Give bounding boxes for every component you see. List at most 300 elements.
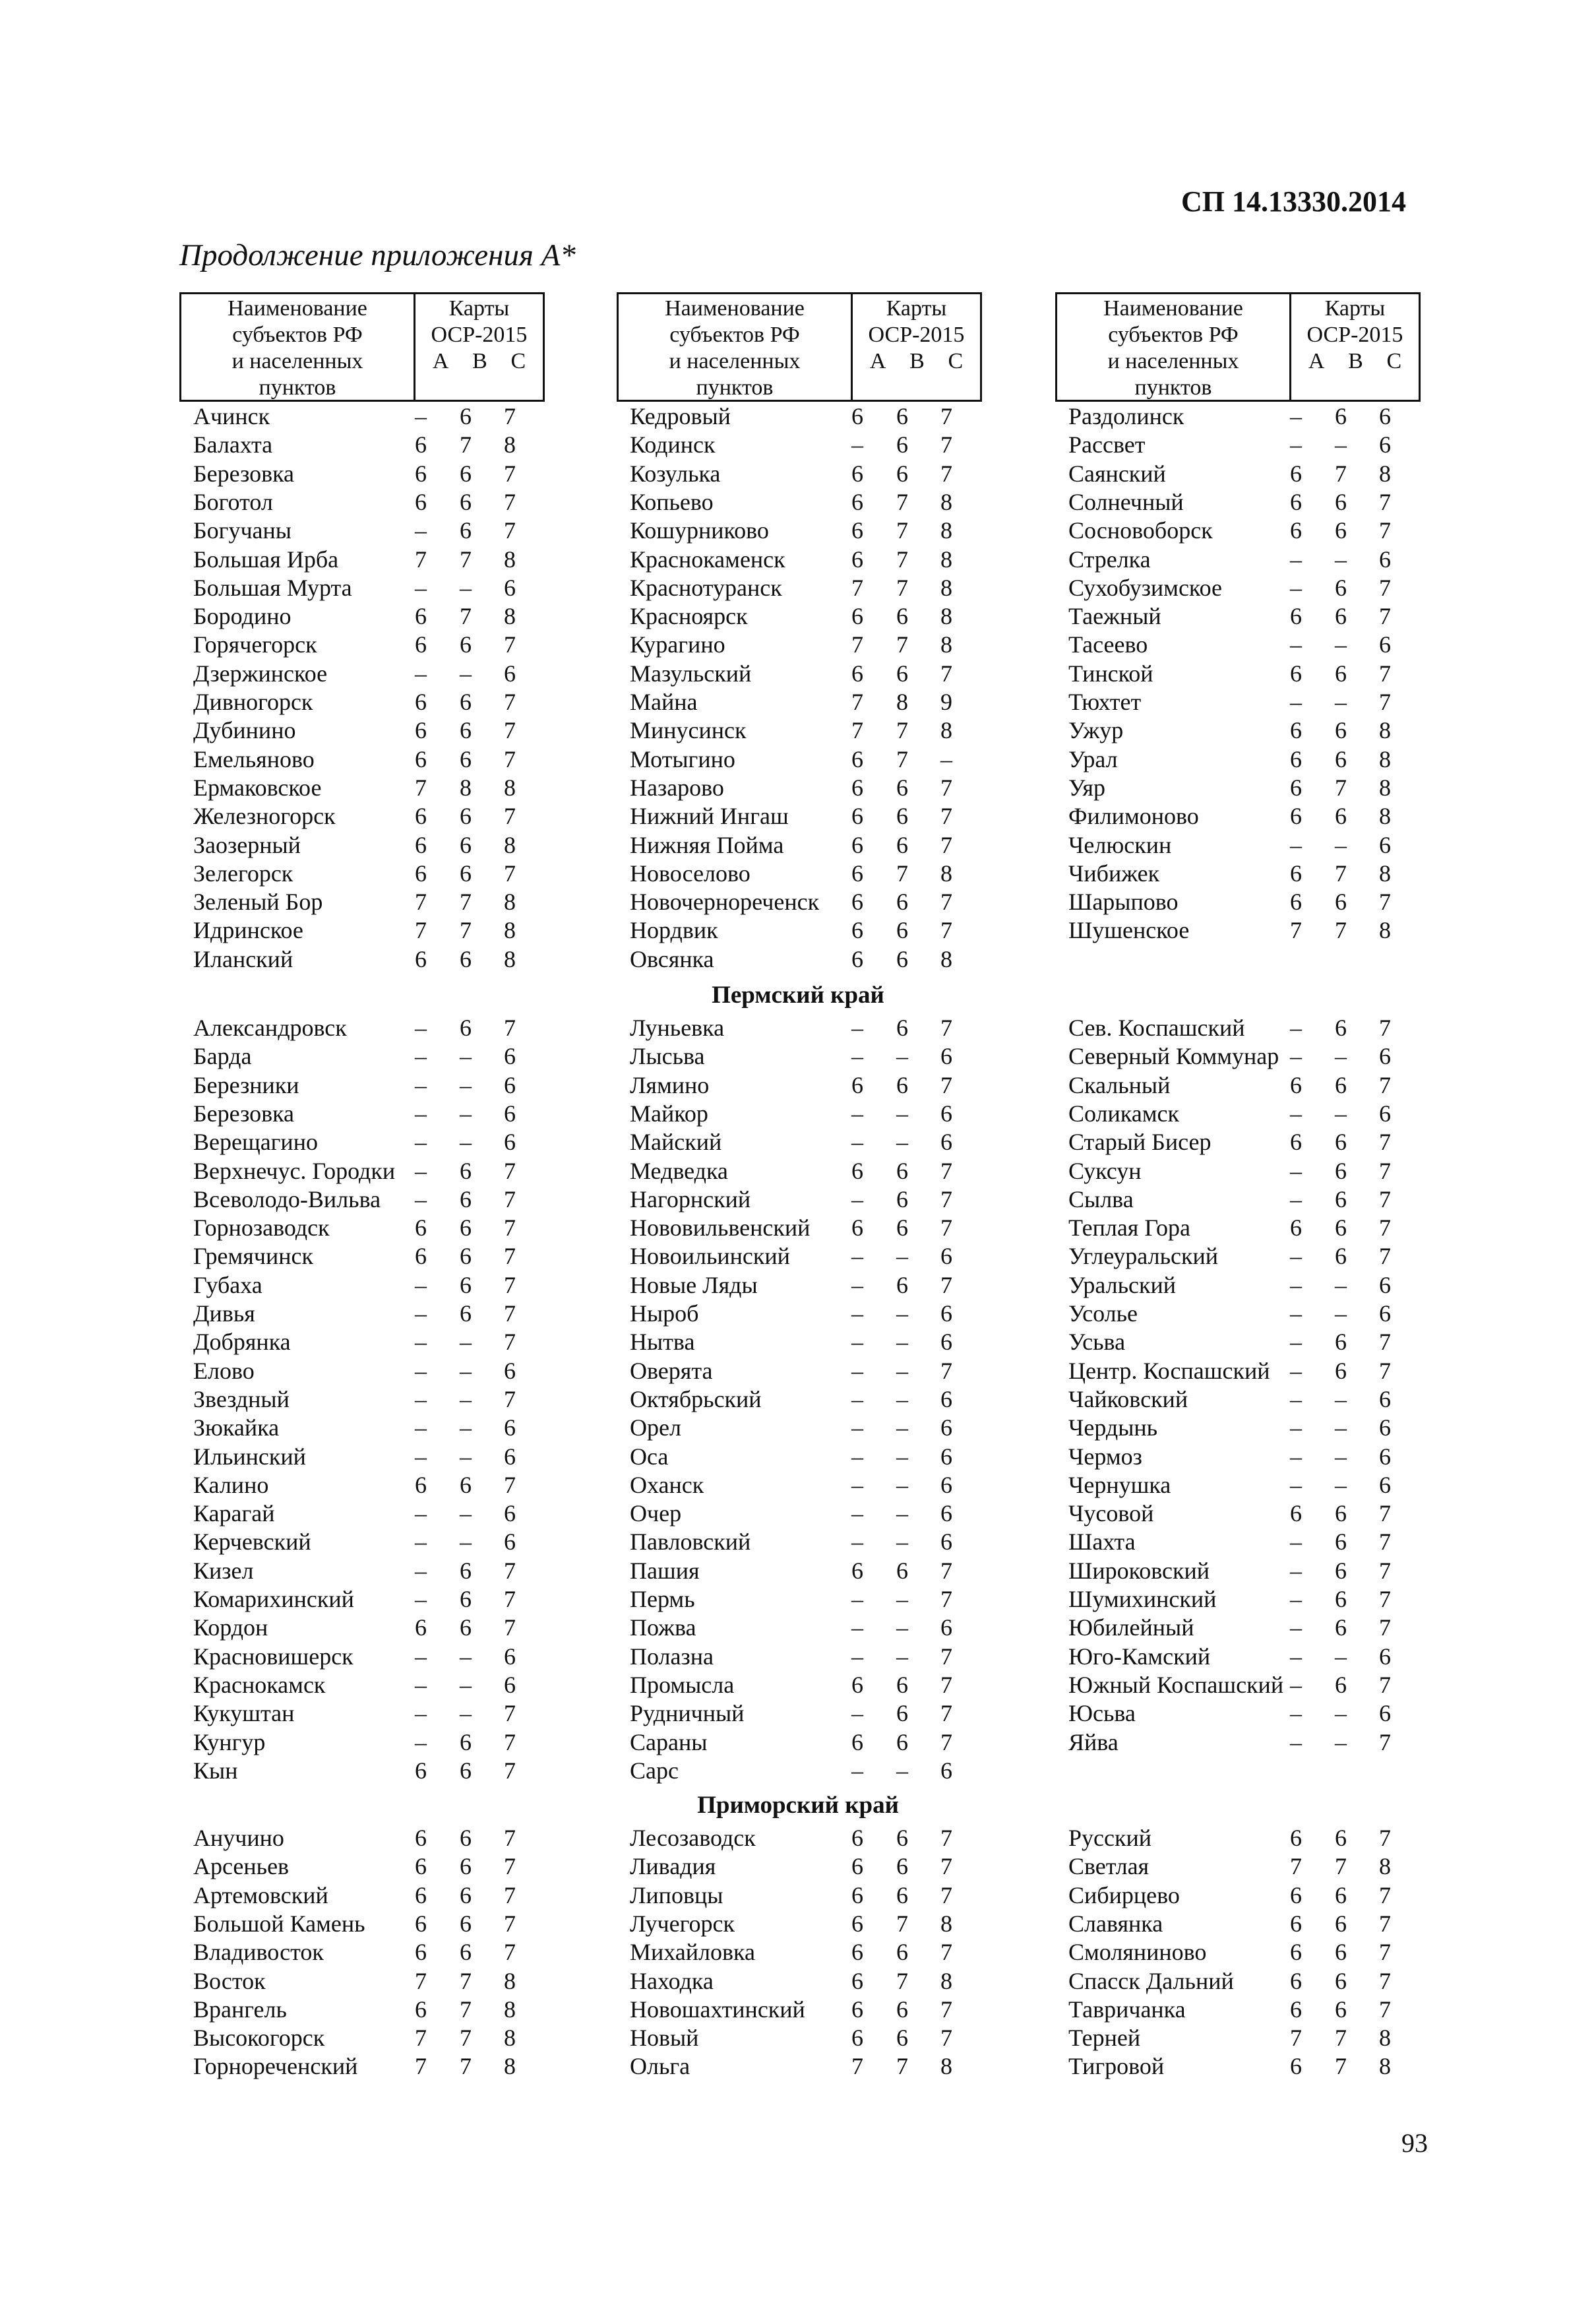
map-a-value: 6	[851, 831, 863, 858]
map-c-value: 8	[1379, 460, 1391, 487]
settlement-name: Челюскин	[1068, 831, 1172, 858]
table-header	[179, 292, 545, 402]
map-b-value: 6	[460, 460, 472, 487]
map-a-value: –	[851, 1271, 863, 1298]
map-c-value: 7	[504, 1910, 516, 1937]
table-header	[1055, 292, 1421, 402]
map-a-value: 6	[415, 1214, 427, 1242]
map-c-value: 7	[504, 1939, 516, 1966]
settlement-name: Идринское	[193, 917, 303, 944]
map-c-value: 7	[940, 803, 952, 830]
map-a-value: 6	[415, 745, 427, 772]
map-a-value: 7	[415, 917, 427, 944]
map-c-value: 7	[504, 1271, 516, 1298]
map-c-value: 8	[504, 831, 516, 858]
map-a-value: 6	[1290, 889, 1302, 916]
map-c-value: 7	[504, 860, 516, 887]
map-b-value: 6	[896, 1271, 908, 1298]
map-c-value: 7	[504, 460, 516, 487]
map-a-value: –	[1290, 1471, 1302, 1498]
map-c-value: 6	[1379, 1700, 1391, 1727]
map-b-value: 6	[460, 1757, 472, 1784]
map-a-value: –	[415, 1671, 427, 1698]
settlement-name: Кошурниково	[630, 517, 769, 544]
settlement-name: Калино	[193, 1471, 269, 1498]
settlement-name: Лучегорск	[630, 1910, 735, 1937]
map-b-value: –	[1335, 1643, 1347, 1670]
map-a-value: –	[1290, 1557, 1302, 1584]
map-a-value: 7	[415, 2025, 427, 2052]
map-c-value: 6	[940, 1443, 952, 1470]
map-a-value: 6	[851, 1071, 863, 1098]
map-c-value: 7	[940, 831, 952, 858]
map-c-value: 7	[940, 460, 952, 487]
map-c-value: 7	[1379, 1129, 1391, 1156]
map-c-value: 7	[1379, 1671, 1391, 1698]
map-a-value: –	[415, 1329, 427, 1356]
map-a-value: –	[1290, 574, 1302, 601]
map-b-value: –	[1335, 831, 1347, 858]
map-c-value: 7	[504, 1557, 516, 1584]
map-a-value: –	[1290, 1043, 1302, 1070]
settlement-name: Сев. Коспашский	[1068, 1015, 1245, 1041]
map-a-value: 6	[851, 603, 863, 630]
map-b-value: 6	[896, 431, 908, 458]
settlement-name: Рассвет	[1068, 431, 1146, 458]
settlement-name: Врангель	[193, 1996, 287, 2023]
settlement-name: Губаха	[193, 1271, 262, 1298]
map-c-value: 6	[504, 1528, 516, 1556]
map-b-value: –	[1335, 431, 1347, 458]
map-b-value: 6	[1335, 1881, 1347, 1908]
map-b-value: 7	[1335, 460, 1347, 487]
map-a-value: –	[851, 1586, 863, 1612]
settlement-name: Тигровой	[1068, 2053, 1165, 2080]
map-b-value: –	[896, 1329, 908, 1356]
map-c-value: 7	[1379, 1728, 1391, 1755]
map-c-value: 7	[1379, 1996, 1391, 2023]
map-b-value: 7	[896, 488, 908, 515]
map-c-value: 6	[504, 1443, 516, 1470]
settlement-name: Ачинск	[193, 403, 270, 429]
map-a-value: 6	[1290, 1129, 1302, 1156]
settlement-name: Русский	[1068, 1825, 1151, 1851]
map-b-value: 6	[1335, 1243, 1347, 1270]
map-a-value: 6	[851, 1853, 863, 1880]
settlement-name: Березовка	[193, 1100, 294, 1127]
map-b-value: 6	[896, 1881, 908, 1908]
map-a-value: 6	[851, 745, 863, 772]
map-a-value: –	[851, 1643, 863, 1670]
map-c-value: 7	[940, 660, 952, 687]
settlement-name: Мазульский	[630, 660, 752, 687]
map-a-value: 6	[851, 1214, 863, 1242]
settlement-name: Курагино	[630, 631, 725, 658]
map-b-value: 6	[1335, 1357, 1347, 1384]
map-a-value: 6	[851, 2025, 863, 2052]
map-a-value: –	[1290, 1015, 1302, 1041]
map-c-value: 8	[940, 2053, 952, 2080]
map-b-value: 6	[460, 1614, 472, 1641]
map-b-value: 7	[460, 546, 472, 573]
map-b-value: 7	[1335, 2053, 1347, 2080]
map-c-value: 6	[940, 1528, 952, 1556]
map-b-value: –	[896, 1500, 908, 1527]
settlement-name: Ермаковское	[193, 774, 322, 801]
settlement-name: Дивногорск	[193, 689, 313, 715]
map-c-value: 6	[504, 1071, 516, 1098]
settlement-name: Новоильинский	[630, 1243, 790, 1270]
map-c-value: 8	[504, 431, 516, 458]
settlement-name: Зюкайка	[193, 1414, 280, 1441]
map-a-value: 7	[415, 546, 427, 573]
map-c-value: 8	[940, 717, 952, 744]
map-c-value: 6	[1379, 1443, 1391, 1470]
settlement-name: Майна	[630, 689, 698, 715]
settlement-name: Соликамск	[1068, 1100, 1179, 1127]
map-c-value: 6	[940, 1614, 952, 1641]
map-b-value: 6	[896, 831, 908, 858]
map-c-value: 6	[1379, 1643, 1391, 1670]
map-c-value: 7	[504, 1700, 516, 1727]
map-a-value: 6	[1290, 717, 1302, 744]
map-b-value: –	[1335, 1385, 1347, 1412]
map-b-value: 6	[1335, 603, 1347, 630]
map-column-header: Карты ОСР-2015 A B C	[431, 296, 528, 373]
map-b-value: 6	[1335, 660, 1347, 687]
map-a-value: –	[851, 1528, 863, 1556]
settlement-name: Ильинский	[193, 1443, 306, 1470]
map-b-value: 6	[460, 689, 472, 715]
map-c-value: 8	[940, 517, 952, 544]
map-b-value: 7	[1335, 860, 1347, 887]
settlement-name: Дивья	[193, 1300, 255, 1327]
settlement-name: Восток	[193, 1967, 266, 1994]
map-c-value: 7	[940, 1643, 952, 1670]
settlement-name: Назарово	[630, 774, 724, 801]
map-b-value: –	[460, 1329, 472, 1356]
map-b-value: 7	[1335, 917, 1347, 944]
settlement-name: Березовка	[193, 460, 294, 487]
settlement-name: Емельяново	[193, 745, 315, 772]
settlement-name: Светлая	[1068, 1853, 1150, 1880]
settlement-name: Чусовой	[1068, 1500, 1154, 1527]
map-a-value: 6	[415, 1825, 427, 1851]
settlement-name: Нагорнский	[630, 1185, 751, 1212]
map-b-value: 6	[460, 945, 472, 972]
settlement-name: Дзержинское	[193, 660, 328, 687]
map-c-value: 7	[504, 745, 516, 772]
map-a-value: –	[415, 1157, 427, 1184]
map-a-value: 7	[415, 889, 427, 916]
settlement-name: Чайковский	[1068, 1385, 1188, 1412]
map-a-value: –	[1290, 1243, 1302, 1270]
settlement-name: Нытва	[630, 1329, 695, 1356]
map-a-value: 6	[1290, 488, 1302, 515]
settlement-name: Нововильвенский	[630, 1214, 811, 1242]
map-c-value: 7	[1379, 1500, 1391, 1527]
map-a-value: –	[1290, 1586, 1302, 1612]
map-a-value: 6	[1290, 860, 1302, 887]
map-b-value: 6	[460, 1881, 472, 1908]
map-a-value: 7	[851, 717, 863, 744]
map-c-value: 7	[940, 1728, 952, 1755]
map-c-value: 6	[1379, 1100, 1391, 1127]
map-c-value: 7	[504, 803, 516, 830]
settlement-name: Славянка	[1068, 1910, 1163, 1937]
settlement-name: Чернушка	[1068, 1471, 1171, 1498]
map-a-value: 6	[1290, 1214, 1302, 1242]
map-a-value: –	[851, 1414, 863, 1441]
settlement-name: Широковский	[1068, 1557, 1210, 1584]
map-a-value: 6	[415, 1471, 427, 1498]
map-c-value: 7	[1379, 1910, 1391, 1937]
map-a-value: –	[1290, 1357, 1302, 1384]
map-b-value: 6	[1335, 403, 1347, 429]
map-b-value: –	[1335, 1414, 1347, 1441]
map-c-value: 7	[1379, 1157, 1391, 1184]
map-b-value: 6	[896, 1185, 908, 1212]
map-a-value: 6	[415, 1939, 427, 1966]
settlement-name: Гремячинск	[193, 1243, 313, 1270]
map-b-value: 6	[460, 1586, 472, 1612]
map-b-value: 6	[896, 1157, 908, 1184]
map-a-value: –	[1290, 831, 1302, 858]
map-c-value: 7	[504, 1728, 516, 1755]
map-b-value: 6	[896, 945, 908, 972]
settlement-name: Новый	[630, 2025, 699, 2052]
map-c-value: 8	[1379, 717, 1391, 744]
map-a-value: 6	[1290, 1825, 1302, 1851]
map-a-value: –	[1290, 546, 1302, 573]
settlement-name: Зеленый Бор	[193, 889, 323, 916]
map-c-value: 7	[940, 1214, 952, 1242]
settlement-name: Кордон	[193, 1614, 268, 1641]
map-b-value: 7	[460, 431, 472, 458]
map-a-value: –	[415, 1100, 427, 1127]
map-c-value: 6	[1379, 1385, 1391, 1412]
map-b-value: 7	[460, 889, 472, 916]
map-c-value: 7	[940, 1671, 952, 1698]
map-b-value: 6	[460, 1910, 472, 1937]
map-a-value: 6	[1290, 1910, 1302, 1937]
map-a-value: 6	[415, 1243, 427, 1270]
appendix-subtitle: Продолжение приложения А*	[179, 238, 576, 272]
map-a-value: –	[851, 1100, 863, 1127]
settlement-name: Владивосток	[193, 1939, 324, 1966]
map-a-value: –	[851, 1385, 863, 1412]
settlement-name: Барда	[193, 1043, 252, 1070]
map-b-value: 6	[1335, 1614, 1347, 1641]
map-c-value: 7	[504, 1214, 516, 1242]
settlement-name: Горнореченский	[193, 2053, 358, 2080]
map-b-value: –	[460, 1414, 472, 1441]
map-c-value: 7	[940, 889, 952, 916]
map-b-value: 6	[1335, 1071, 1347, 1098]
map-a-value: –	[851, 1700, 863, 1727]
settlement-name: Елово	[193, 1357, 255, 1384]
settlement-name: Березники	[193, 1071, 299, 1098]
map-a-value: 6	[415, 431, 427, 458]
map-b-value: –	[460, 1671, 472, 1698]
map-a-value: –	[415, 1414, 427, 1441]
map-b-value: –	[896, 1757, 908, 1784]
map-b-value: 6	[1335, 1586, 1347, 1612]
settlement-name: Чердынь	[1068, 1414, 1158, 1441]
settlement-name: Юбилейный	[1068, 1614, 1194, 1641]
settlement-name: Бородино	[193, 603, 292, 630]
map-a-value: –	[1290, 1700, 1302, 1727]
map-c-value: 7	[1379, 660, 1391, 687]
map-b-value: 6	[1335, 488, 1347, 515]
map-b-value: –	[896, 1300, 908, 1327]
map-c-value: 7	[1379, 1185, 1391, 1212]
map-b-value: –	[896, 1528, 908, 1556]
table-header	[617, 292, 982, 402]
map-b-value: 7	[460, 2025, 472, 2052]
map-b-value: 6	[1335, 1671, 1347, 1698]
map-c-value: 8	[940, 1910, 952, 1937]
settlement-name: Октябрьский	[630, 1385, 762, 1412]
map-c-value: 8	[504, 917, 516, 944]
map-b-value: 7	[896, 717, 908, 744]
settlement-name: Боготол	[193, 488, 273, 515]
map-c-value: 7	[1379, 1586, 1391, 1612]
map-b-value: 6	[896, 403, 908, 429]
map-c-value: 8	[1379, 745, 1391, 772]
settlement-name: Богучаны	[193, 517, 292, 544]
map-b-value: 6	[896, 1996, 908, 2023]
map-a-value: –	[1290, 1385, 1302, 1412]
page-number: 93	[1401, 2128, 1428, 2158]
map-c-value: 8	[940, 488, 952, 515]
map-b-value: –	[460, 1643, 472, 1670]
map-c-value: 7	[1379, 1071, 1391, 1098]
settlement-name: Лесозаводск	[630, 1825, 756, 1851]
map-b-value: –	[896, 1414, 908, 1441]
map-c-value: 7	[504, 1853, 516, 1880]
map-c-value: 8	[504, 889, 516, 916]
map-b-value: 6	[460, 1157, 472, 1184]
map-c-value: 6	[1379, 631, 1391, 658]
map-a-value: –	[851, 1357, 863, 1384]
map-b-value: –	[460, 1528, 472, 1556]
map-b-value: 6	[460, 1825, 472, 1851]
settlement-name: Чибижек	[1068, 860, 1160, 887]
settlement-name: Луньевка	[630, 1015, 725, 1041]
map-b-value: 8	[460, 774, 472, 801]
settlement-name: Дубинино	[193, 717, 296, 744]
map-b-value: 7	[896, 517, 908, 544]
settlement-name: Медведка	[630, 1157, 728, 1184]
map-b-value: 6	[896, 1071, 908, 1098]
map-a-value: 6	[415, 831, 427, 858]
map-a-value: 6	[851, 517, 863, 544]
settlement-name: Юсьва	[1068, 1700, 1136, 1727]
map-c-value: 7	[1379, 689, 1391, 715]
map-c-value: 6	[1379, 1043, 1391, 1070]
map-b-value: 7	[460, 2053, 472, 2080]
map-a-value: 6	[851, 1671, 863, 1698]
map-c-value: 6	[1379, 1300, 1391, 1327]
map-b-value: 6	[896, 1557, 908, 1584]
map-c-value: 7	[940, 917, 952, 944]
map-b-value: 6	[896, 1015, 908, 1041]
settlement-name: Лысьва	[630, 1043, 705, 1070]
settlement-name: Саянский	[1068, 460, 1166, 487]
settlement-name: Находка	[630, 1967, 714, 1994]
map-b-value: –	[896, 1385, 908, 1412]
map-b-value: 6	[1335, 1214, 1347, 1242]
settlement-name: Пермь	[630, 1586, 695, 1612]
map-c-value: 7	[1379, 574, 1391, 601]
map-a-value: 6	[851, 1557, 863, 1584]
map-a-value: 6	[851, 1939, 863, 1966]
map-c-value: 6	[504, 1500, 516, 1527]
map-b-value: –	[1335, 546, 1347, 573]
settlement-name: Новошахтинский	[630, 1996, 805, 2023]
map-a-value: –	[851, 1243, 863, 1270]
map-b-value: –	[460, 1043, 472, 1070]
map-a-value: –	[415, 1528, 427, 1556]
map-a-value: –	[1290, 1728, 1302, 1755]
map-b-value: 6	[896, 603, 908, 630]
map-a-value: 6	[415, 488, 427, 515]
map-c-value: 6	[940, 1757, 952, 1784]
settlement-name: Оханск	[630, 1471, 704, 1498]
settlement-name: Краснокамск	[193, 1671, 326, 1698]
map-c-value: 7	[1379, 603, 1391, 630]
map-c-value: 6	[940, 1329, 952, 1356]
map-c-value: 7	[1379, 1528, 1391, 1556]
settlement-name: Урал	[1068, 745, 1118, 772]
map-a-value: 6	[1290, 1939, 1302, 1966]
map-a-value: 6	[415, 803, 427, 830]
settlement-name: Павловский	[630, 1528, 751, 1556]
map-c-value: 8	[940, 945, 952, 972]
map-a-value: –	[415, 1185, 427, 1212]
map-a-value: –	[415, 1500, 427, 1527]
map-a-value: 6	[415, 631, 427, 658]
settlement-name: Северный Коммунар	[1068, 1043, 1279, 1070]
map-a-value: –	[415, 1643, 427, 1670]
map-b-value: 6	[896, 1214, 908, 1242]
map-column-header: Карты ОСР-2015 A B C	[868, 296, 965, 373]
settlement-name: Кодинск	[630, 431, 716, 458]
settlement-name: Краснотуранск	[630, 574, 782, 601]
section-title: Пермский край	[712, 982, 884, 1009]
map-c-value: 7	[940, 1586, 952, 1612]
map-a-value: –	[851, 1500, 863, 1527]
map-a-value: –	[1290, 689, 1302, 715]
map-a-value: 6	[415, 1996, 427, 2023]
map-c-value: 7	[504, 1329, 516, 1356]
map-a-value: –	[851, 1043, 863, 1070]
map-a-value: –	[415, 1300, 427, 1327]
map-c-value: 7	[940, 1015, 952, 1041]
map-b-value: –	[896, 1357, 908, 1384]
map-a-value: –	[415, 403, 427, 429]
map-b-value: 6	[1335, 1528, 1347, 1556]
settlement-name: Михайловка	[630, 1939, 755, 1966]
map-b-value: 6	[1335, 1825, 1347, 1851]
map-c-value: 7	[1379, 1214, 1391, 1242]
settlement-name: Солнечный	[1068, 488, 1184, 515]
settlement-name: Новочернореченск	[630, 889, 820, 916]
map-a-value: –	[851, 1614, 863, 1641]
settlement-name: Тинской	[1068, 660, 1153, 687]
map-a-value: 6	[851, 945, 863, 972]
